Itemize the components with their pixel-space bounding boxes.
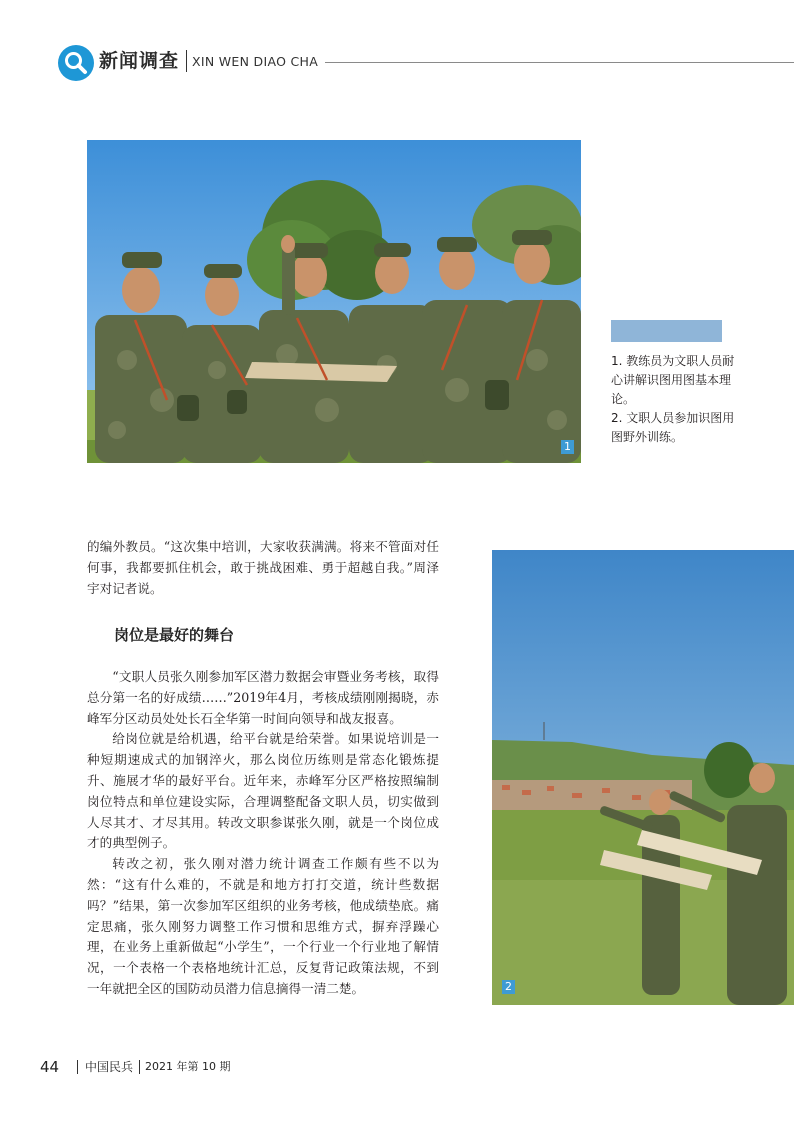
photo-caption	[611, 352, 741, 447]
article-text-top	[87, 537, 439, 599]
paragraph: 的编外教员。“这次集中培训，大家收获满满。将来不管面对任何事，我都要抓住机会，敢于挑战困难、勇于超越自我。”周泽宇对记者说。	[87, 539, 439, 596]
paragraph: 给岗位就是给机遇，给平台就是给荣誉。如果说培训是一种短期速成式的加钢淬火，那么岗位历练则是常态化锻炼提升、施展才华的最好平台。近年来，赤峰军分区严格按照编制岗位特点和单位建设实际，合理调整配备文职人员，切实做到人尽其才、才尽其用。转改文职参谋张久刚，就是一个岗位成才的典型例子。	[87, 731, 439, 851]
footer-divider	[139, 1060, 140, 1074]
section-title: 新闻调查	[99, 50, 180, 72]
search-icon	[58, 45, 94, 81]
caption-1: 1. 教练员为文职人员耐心讲解识图用图基本理论。	[611, 354, 735, 406]
photo-number-badge: 2	[502, 980, 515, 994]
paragraph: “文职人员张久刚参加军区潜力数据会审暨业务考核，取得总分第一名的好成绩……”2019年4月，考核成绩刚刚揭晓，赤峰军分区动员处处长石全华第一时间向领导和战友报喜。	[87, 669, 439, 726]
header-rule	[325, 62, 794, 63]
photo-number-badge: 1	[561, 440, 574, 454]
photo-training-lecture	[87, 140, 581, 463]
photo-field-training	[492, 550, 794, 1005]
header-divider	[186, 50, 187, 72]
page-number: 44	[40, 1058, 60, 1076]
paragraph: 转改之初，张久刚对潜力统计调查工作颇有些不以为然：“这有什么难的，不就是和地方打打交道，统计些数据吗？”结果，第一次参加军区组织的业务考核，他成绩垫底。痛定思痛，张久刚努力调整工作习惯和思维方式，摒弃浮躁心理，在业务上重新做起“小学生”，一个行业一个行业地了解情况，一个表格一个表格地统计汇总，反复背记政策法规，不到一年就把全区的国防动员潜力信息摘得一清二楚。	[87, 856, 439, 996]
magazine-name: 中国民兵	[85, 1060, 134, 1074]
caption-2: 2. 文职人员参加识图用图野外训练。	[611, 411, 735, 444]
caption-bar	[611, 320, 722, 342]
footer-divider	[77, 1060, 78, 1074]
article-text-main	[87, 667, 439, 1000]
section-subtitle: XIN WEN DIAO CHA	[192, 54, 319, 69]
section-heading: 岗位是最好的舞台	[114, 626, 235, 644]
issue-label: 2021 年第 10 期	[145, 1060, 231, 1073]
